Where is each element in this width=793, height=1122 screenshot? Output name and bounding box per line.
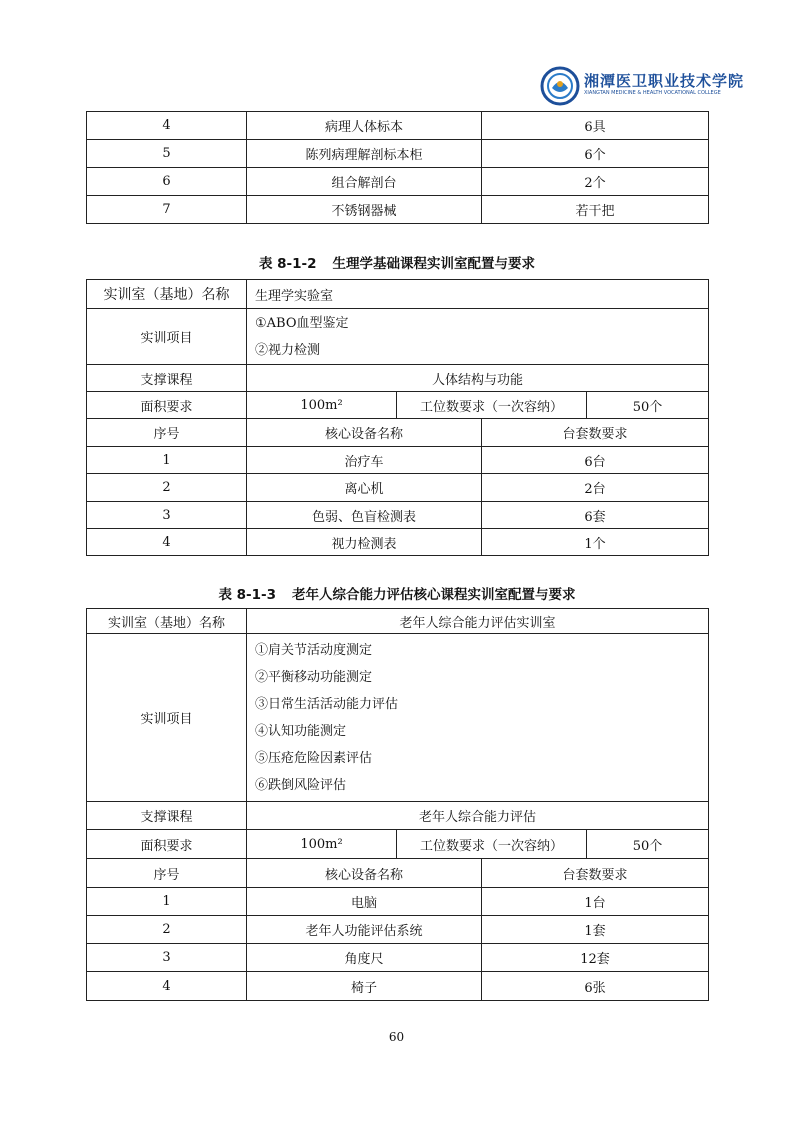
page-number: 60 bbox=[388, 1030, 405, 1044]
table-row bbox=[87, 916, 709, 944]
course-value: 人体结构与功能 bbox=[247, 365, 709, 392]
table-row bbox=[87, 168, 709, 196]
table-cell: 4 bbox=[87, 972, 247, 1001]
column-header: 台套数要求 bbox=[482, 859, 709, 888]
area-value: 100m² bbox=[247, 392, 397, 419]
table-caption-8-1-2 bbox=[86, 252, 708, 272]
table-header-row bbox=[87, 419, 709, 447]
table-cell: 1台 bbox=[482, 888, 709, 916]
project-label: 实训项目 bbox=[87, 634, 247, 802]
project-item: ③日常生活活动能力评估 bbox=[255, 696, 399, 712]
table-cell: 病理人体标本 bbox=[247, 112, 482, 140]
station-label: 工位数要求（一次容纳） bbox=[397, 392, 587, 419]
project-item: ①ABO血型鉴定 bbox=[255, 315, 349, 331]
table-cell: 椅子 bbox=[247, 972, 482, 1001]
project-label: 实训项目 bbox=[87, 309, 247, 365]
column-header: 序号 bbox=[87, 419, 247, 447]
column-header: 序号 bbox=[87, 859, 247, 888]
table-row bbox=[87, 447, 709, 474]
caption-number: 表 8-1-3 bbox=[218, 587, 277, 603]
table-cell: 6套 bbox=[482, 502, 709, 529]
table-8-1-2 bbox=[86, 279, 709, 556]
college-emblem-icon bbox=[540, 66, 580, 106]
table-cell: 6张 bbox=[482, 972, 709, 1001]
table-row bbox=[87, 634, 709, 802]
project-item: ④认知功能测定 bbox=[255, 723, 347, 739]
table-row bbox=[87, 529, 709, 556]
table-cell: 陈列病理解剖标本柜 bbox=[247, 140, 482, 168]
column-header: 核心设备名称 bbox=[247, 859, 482, 888]
table-cell: 1 bbox=[87, 447, 247, 474]
table-cell: 角度尺 bbox=[247, 944, 482, 972]
project-item: ①肩关节活动度测定 bbox=[255, 642, 373, 658]
table-row bbox=[87, 112, 709, 140]
room-label: 实训室（基地）名称 bbox=[87, 609, 247, 634]
table-cell: 4 bbox=[87, 529, 247, 556]
caption-title: 老年人综合能力评估核心课程实训室配置与要求 bbox=[292, 587, 576, 603]
table-row bbox=[87, 196, 709, 224]
table-cell: 2 bbox=[87, 474, 247, 502]
course-label: 支撑课程 bbox=[87, 802, 247, 830]
table-cell: 不锈钢器械 bbox=[247, 196, 482, 224]
table-cell: 组合解剖台 bbox=[247, 168, 482, 196]
table-cell: 若干把 bbox=[482, 196, 709, 224]
college-logo bbox=[540, 62, 762, 108]
project-item: ②平衡移动功能测定 bbox=[255, 669, 373, 685]
table-cell: 2个 bbox=[482, 168, 709, 196]
table-cell: 5 bbox=[87, 140, 247, 168]
college-name-en: XIANGTAN MEDICINE & HEALTH VOCATIONAL COLLEGE bbox=[584, 90, 721, 96]
table-cell: 视力检测表 bbox=[247, 529, 482, 556]
caption-title: 生理学基础课程实训室配置与要求 bbox=[332, 256, 536, 272]
table-8-1-3 bbox=[86, 608, 709, 1001]
table-row bbox=[87, 502, 709, 529]
area-label: 面积要求 bbox=[87, 392, 247, 419]
table-header-row bbox=[87, 859, 709, 888]
table-8-1-1-continued bbox=[86, 111, 709, 224]
table-row bbox=[87, 972, 709, 1001]
course-value: 老年人综合能力评估 bbox=[247, 802, 709, 830]
table-cell: 7 bbox=[87, 196, 247, 224]
college-name: 湘潭医卫职业技术学院 bbox=[584, 72, 745, 90]
table-cell: 老年人功能评估系统 bbox=[247, 916, 482, 944]
room-label: 实训室（基地）名称 bbox=[87, 280, 247, 309]
table-row bbox=[87, 888, 709, 916]
table-cell: 1套 bbox=[482, 916, 709, 944]
caption-number: 表 8-1-2 bbox=[258, 256, 317, 272]
table-row bbox=[87, 392, 709, 419]
column-header: 核心设备名称 bbox=[247, 419, 482, 447]
table-row bbox=[87, 309, 709, 365]
table-cell: 6具 bbox=[482, 112, 709, 140]
table-cell: 电脑 bbox=[247, 888, 482, 916]
table-cell: 3 bbox=[87, 502, 247, 529]
station-value: 50个 bbox=[587, 392, 709, 419]
table-cell: 6台 bbox=[482, 447, 709, 474]
area-value: 100m² bbox=[247, 830, 397, 859]
table-cell: 治疗车 bbox=[247, 447, 482, 474]
table-row bbox=[87, 140, 709, 168]
column-header: 台套数要求 bbox=[482, 419, 709, 447]
course-label: 支撑课程 bbox=[87, 365, 247, 392]
station-label: 工位数要求（一次容纳） bbox=[397, 830, 587, 859]
table-cell: 6 bbox=[87, 168, 247, 196]
project-item: ②视力检测 bbox=[255, 342, 321, 358]
station-value: 50个 bbox=[587, 830, 709, 859]
table-row bbox=[87, 365, 709, 392]
table-cell: 6个 bbox=[482, 140, 709, 168]
table-cell: 1 bbox=[87, 888, 247, 916]
project-list bbox=[247, 309, 709, 365]
table-cell: 2 bbox=[87, 916, 247, 944]
table-caption-8-1-3 bbox=[86, 583, 708, 603]
project-item: ⑤压疮危险因素评估 bbox=[255, 750, 373, 766]
area-label: 面积要求 bbox=[87, 830, 247, 859]
table-cell: 3 bbox=[87, 944, 247, 972]
table-row bbox=[87, 609, 709, 634]
table-row bbox=[87, 280, 709, 309]
table-cell: 色弱、色盲检测表 bbox=[247, 502, 482, 529]
project-item: ⑥跌倒风险评估 bbox=[255, 777, 347, 793]
room-value: 老年人综合能力评估实训室 bbox=[247, 609, 709, 634]
table-cell: 4 bbox=[87, 112, 247, 140]
table-cell: 2台 bbox=[482, 474, 709, 502]
room-value: 生理学实验室 bbox=[247, 280, 709, 309]
project-list bbox=[247, 634, 709, 802]
table-cell: 离心机 bbox=[247, 474, 482, 502]
table-row bbox=[87, 474, 709, 502]
table-row bbox=[87, 802, 709, 830]
table-row bbox=[87, 944, 709, 972]
table-cell: 1个 bbox=[482, 529, 709, 556]
table-cell: 12套 bbox=[482, 944, 709, 972]
table-row bbox=[87, 830, 709, 859]
